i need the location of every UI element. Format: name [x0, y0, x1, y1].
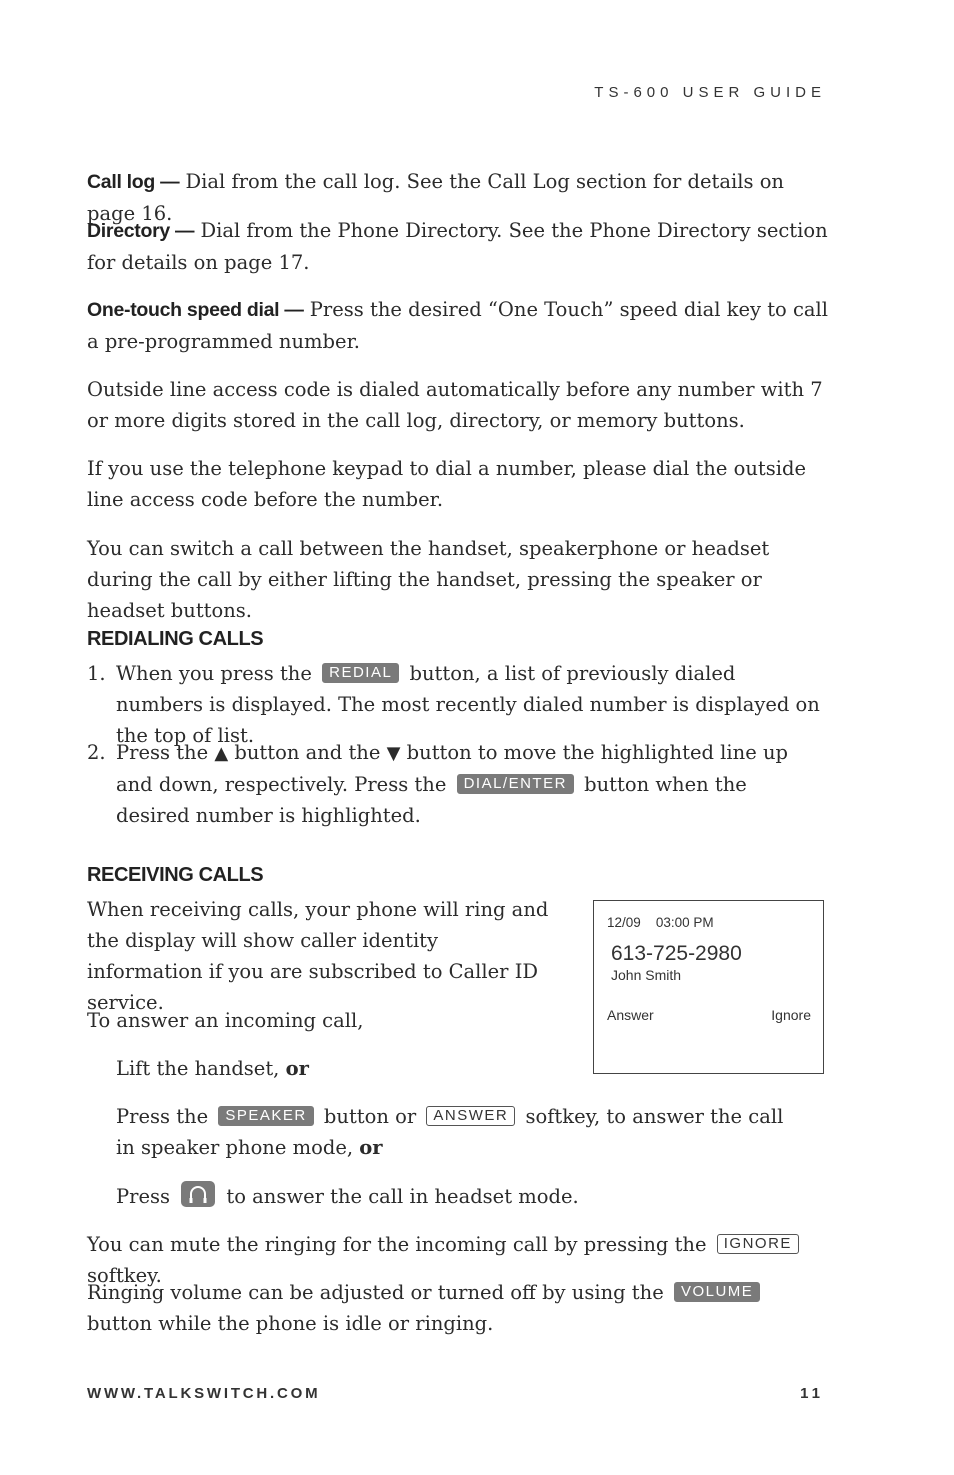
call-log-text: Dial from the call log. See the Call Log section for details on page 16. — [87, 170, 784, 225]
redial-step-2-post2: button when the desired number is highlighted. — [116, 773, 747, 827]
headset-line — [116, 1181, 826, 1212]
down-arrow-icon: ▼ — [386, 743, 401, 764]
display-caller-name: John Smith — [611, 967, 682, 983]
speaker-post: softkey, to answer the call in speaker phone mode, — [116, 1105, 784, 1159]
call-log-label: Call log — — [87, 171, 180, 193]
or-text: or — [285, 1057, 309, 1080]
redial-step-1-pre: When you press the — [116, 662, 312, 685]
directory-paragraph — [87, 215, 832, 278]
up-arrow-icon: ▲ — [214, 743, 229, 764]
display-caller-number: 613-725-2980 — [611, 942, 742, 965]
running-header: TS-600 USER GUIDE — [594, 84, 826, 101]
redial-step-2 — [116, 737, 826, 831]
display-time: 03:00 PM — [655, 915, 714, 930]
footer-url: WWW.TALKSWITCH.COM — [87, 1385, 321, 1402]
speaker-key: SPEAKER — [218, 1106, 313, 1126]
headset-key — [181, 1181, 215, 1207]
lift-handset-line — [116, 1053, 826, 1084]
speed-dial-text: Press the desired “One Touch” speed dial key to call a pre-programmed number. — [87, 298, 829, 353]
redial-step-2-pre: Press the — [116, 741, 209, 764]
headset-pre: Press — [116, 1185, 170, 1208]
mute-pre: You can mute the ringing for the incoming call by pressing the — [87, 1233, 707, 1256]
ignore-softkey: IGNORE — [717, 1234, 799, 1254]
volume-paragraph — [87, 1277, 807, 1339]
dial-enter-key: DIAL/ENTER — [457, 774, 574, 794]
redial-step-2-post1: button to move the highlighted line up and down, respectively. Press the — [116, 741, 788, 796]
display-softkey-ignore: Ignore — [771, 1007, 811, 1023]
redial-step-2-mid: button and the — [234, 741, 381, 764]
volume-post: button while the phone is idle or ringing. — [87, 1312, 494, 1335]
redial-key: REDIAL — [322, 663, 399, 683]
caller-id-display — [593, 900, 824, 1074]
directory-label: Directory — — [87, 220, 195, 242]
answer-intro: To answer an incoming call, — [87, 1009, 364, 1032]
volume-key: VOLUME — [674, 1282, 760, 1302]
speaker-line — [116, 1101, 796, 1163]
volume-pre: Ringing volume can be adjusted or turned off by using the — [87, 1281, 664, 1304]
page-number: 11 — [800, 1385, 824, 1402]
speed-dial-label: One-touch speed dial — — [87, 299, 304, 321]
outside-line-paragraph: Outside line access code is dialed automatically before any number with 7 or more digits stored in the call log, directory, or memory buttons. — [87, 378, 823, 432]
display-date: 12/09 — [607, 915, 641, 930]
directory-text: Dial from the Phone Directory. See the Phone Directory section for details on page 17. — [87, 219, 828, 274]
display-datetime — [607, 915, 714, 930]
or-text: or — [359, 1136, 383, 1159]
headset-icon — [181, 1181, 215, 1207]
headset-post: to answer the call in headset mode. — [226, 1185, 579, 1208]
answer-softkey: ANSWER — [426, 1106, 515, 1126]
speed-dial-paragraph — [87, 294, 832, 357]
mute-post: softkey. — [87, 1264, 162, 1287]
list-number: 2. — [87, 741, 106, 764]
redial-step-1-post: button, a list of previously dialed numbers is displayed. The most recently dialed number is displayed on the top of list. — [116, 662, 820, 747]
speaker-mid: button or — [323, 1105, 417, 1128]
lift-handset-text: Lift the handset, — [116, 1057, 280, 1080]
speaker-pre: Press the — [116, 1105, 209, 1128]
redialing-heading: REDIALING CALLS — [87, 628, 264, 650]
list-number: 1. — [87, 662, 106, 685]
receiving-heading: RECEIVING CALLS — [87, 864, 264, 886]
keypad-paragraph: If you use the telephone keypad to dial a number, please dial the outside line access code before the number. — [87, 457, 806, 511]
switch-call-paragraph: You can switch a call between the handset, speakerphone or headset during the call by either lifting the handset, pressing the speaker or headset buttons. — [87, 537, 770, 622]
display-softkey-answer: Answer — [607, 1007, 654, 1023]
receiving-intro: When receiving calls, your phone will ring and the display will show caller identity information if you are subscribed to Caller ID service. — [87, 898, 549, 1014]
